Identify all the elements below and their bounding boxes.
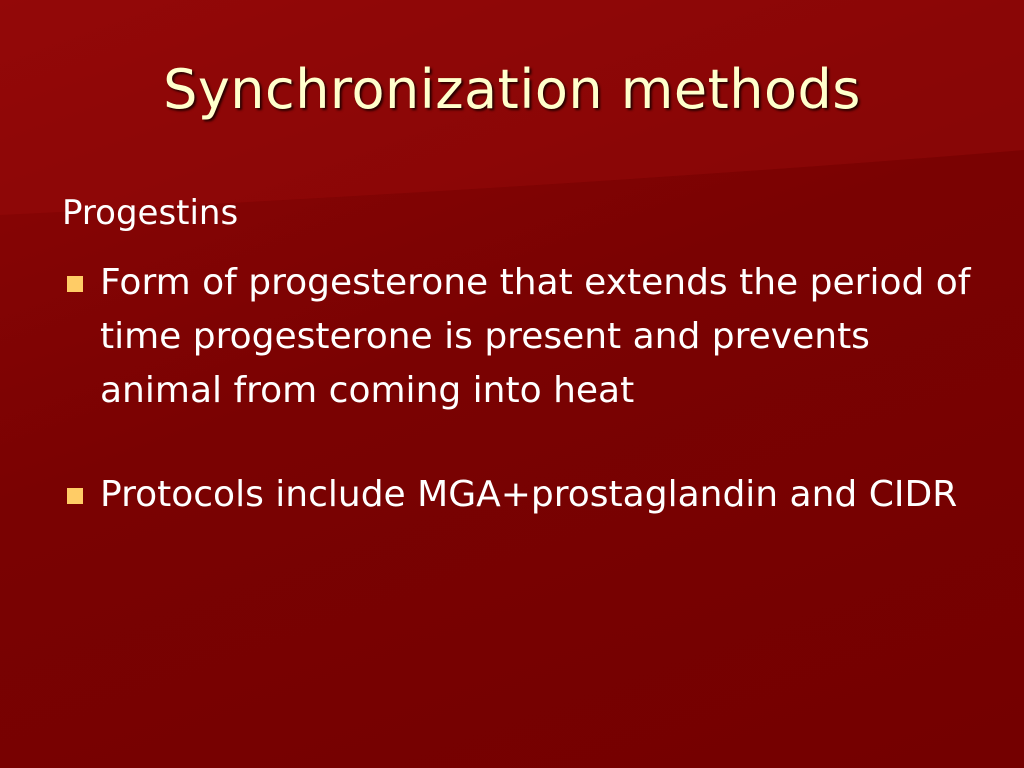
bullet-list (62, 256, 982, 522)
slide-title: Synchronization methods (163, 58, 861, 121)
section-heading: Progestins (62, 193, 239, 233)
bullet-text: Form of progesterone that extends the period of time progesterone is present and prevents animal from coming into heat (100, 262, 971, 411)
bullet-text: Protocols include MGA+prostaglandin and CIDR (100, 474, 958, 515)
square-bullet-icon (67, 276, 83, 292)
bullet-item (62, 468, 982, 522)
bullet-item (62, 256, 982, 418)
square-bullet-icon (67, 488, 83, 504)
